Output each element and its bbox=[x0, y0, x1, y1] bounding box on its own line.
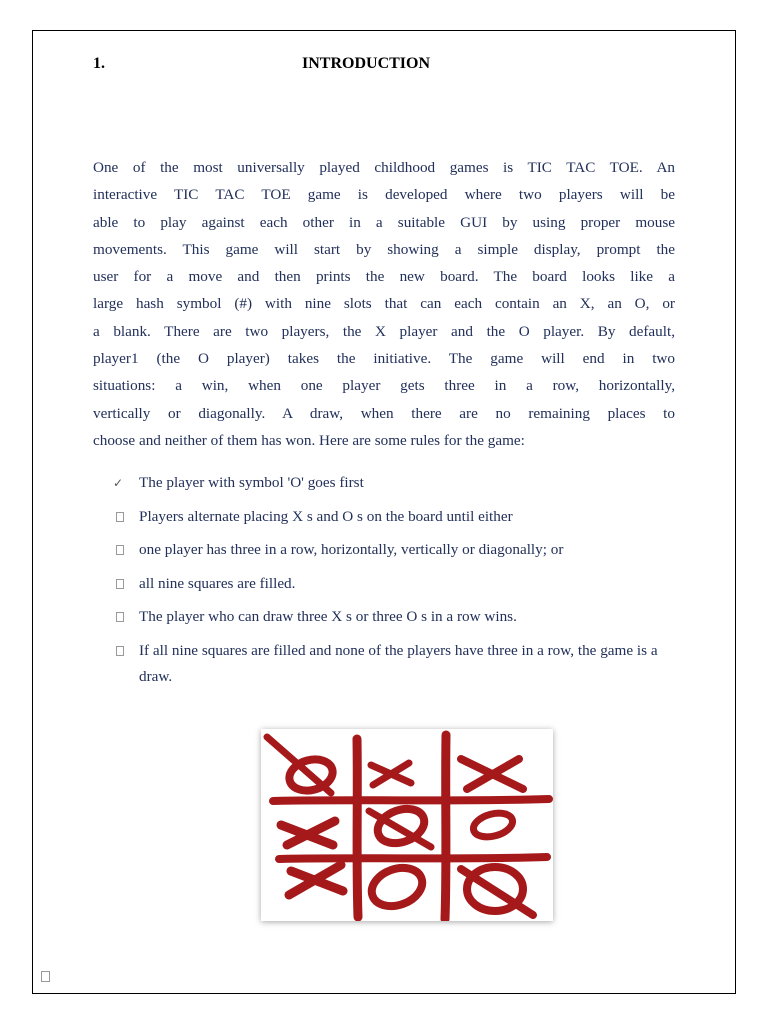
intro-line: able to play against each other in a suitable GUI by using proper mouse bbox=[93, 213, 675, 231]
box-icon bbox=[41, 971, 50, 982]
intro-line: interactive TIC TAC TOE game is developed where two players will be bbox=[93, 186, 675, 204]
intro-line: movements. This game will start by showing a simple display, prompt the bbox=[93, 240, 675, 258]
intro-line: vertically or diagonally. A draw, when there are no remaining places to bbox=[93, 404, 675, 422]
check-icon: ✓ bbox=[113, 476, 124, 490]
rule-item bbox=[113, 604, 713, 630]
rule-item bbox=[113, 571, 713, 597]
rule-text: all nine squares are filled. bbox=[139, 574, 296, 592]
rule-item bbox=[113, 470, 713, 496]
intro-line: user for a move and then prints the new board. The board looks like a bbox=[93, 268, 675, 286]
box-icon bbox=[113, 604, 131, 630]
intro-line: choose and neither of them has won. Here are some rules for the game: bbox=[93, 431, 525, 449]
box-icon bbox=[113, 537, 131, 563]
rule-text: The player who can draw three X s or three O s in a row wins. bbox=[139, 608, 517, 625]
intro-line: One of the most universally played childhood games is TIC TAC TOE. An bbox=[93, 159, 675, 176]
box-icon bbox=[113, 638, 131, 664]
rule-item bbox=[113, 504, 713, 530]
section-number: 1. bbox=[93, 55, 105, 72]
rule-text: If all nine squares are filled and none of the players have three in a row, the game is a draw. bbox=[139, 641, 658, 685]
box-icon bbox=[113, 571, 131, 597]
intro-line: player1 (the O player) takes the initiative. The game will end in two bbox=[93, 350, 675, 368]
rule-text: The player with symbol 'O' goes first bbox=[139, 474, 364, 491]
intro-line: situations: a win, when one player gets three in a row, horizontally, bbox=[93, 377, 675, 395]
rule-item bbox=[113, 537, 713, 563]
intro-line: large hash symbol (#) with nine slots that can each contain an X, an O, or bbox=[93, 295, 675, 313]
intro-paragraph bbox=[93, 154, 675, 454]
rule-text: one player has three in a row, horizontally, vertically or diagonally; or bbox=[139, 541, 564, 558]
box-icon bbox=[113, 504, 131, 530]
tic-tac-toe-figure bbox=[261, 729, 553, 921]
rules-list bbox=[113, 470, 713, 697]
tic-tac-toe-illustration bbox=[261, 729, 553, 921]
rule-item bbox=[113, 638, 687, 690]
rule-text: Players alternate placing X s and O s on the board until either bbox=[139, 507, 513, 525]
intro-line: a blank. There are two players, the X player and the O player. By default, bbox=[93, 322, 675, 340]
section-title: INTRODUCTION bbox=[302, 55, 431, 72]
section-heading bbox=[0, 55, 768, 77]
